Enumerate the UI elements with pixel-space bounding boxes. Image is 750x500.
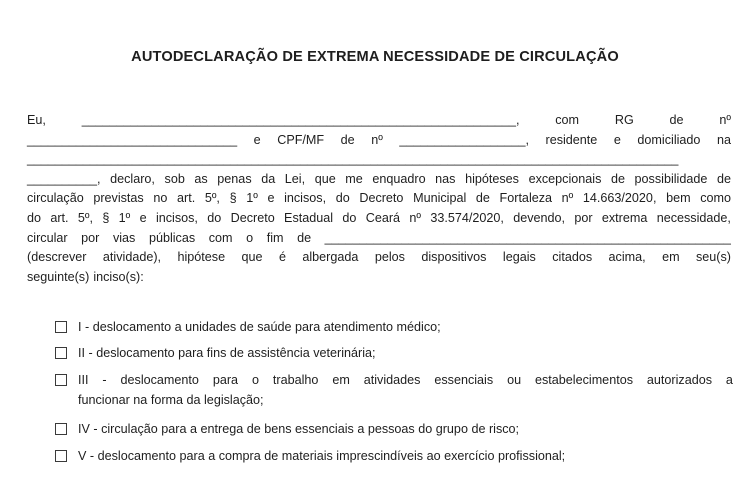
word: RG [614,113,634,127]
blank-field[interactable]: ______________________________ [27,132,238,147]
paragraph-line [27,170,731,190]
word: no [153,191,168,206]
word: essenciais [434,373,494,388]
word: CPF/MF [277,132,325,147]
word: 33.574/2020, [430,210,504,225]
word: autorizados [646,373,713,388]
word: hipóteses [465,171,519,186]
word: domiciliado [637,132,701,147]
word: nº [409,210,421,225]
word: de [610,171,625,186]
word: circulação [27,191,84,206]
checkbox-icon[interactable] [55,347,67,359]
checkbox-icon[interactable] [55,450,67,462]
word: do [27,210,42,225]
word: por [574,210,593,225]
word: e [139,210,147,225]
word: excepcionais [528,171,602,186]
word: devendo, [513,210,566,225]
word: 1º [118,210,131,225]
word: atividade), [102,250,162,265]
checkbox-icon[interactable] [55,423,67,435]
word: como [700,191,731,206]
paragraph-line [27,229,731,249]
word: (descrever [27,250,87,265]
word: incisos, [284,191,327,206]
word: Lei, [284,171,306,186]
word: residente [545,132,598,147]
word: nº [719,113,731,127]
word: deslocamento [120,373,199,388]
blank-field[interactable]: __________________, [399,132,529,147]
word: hipótese [177,250,226,265]
word: ou [507,373,522,388]
word: de [669,113,684,127]
word: penas [217,171,252,186]
paragraph-line [27,150,731,170]
word: o [251,373,259,388]
paragraph-line [27,248,731,268]
word: Eu, [27,113,46,127]
checkbox-option[interactable] [55,318,733,338]
word: Fortaleza [499,191,553,206]
word: art. [50,210,69,225]
option-label: I - deslocamento a unidades de saúde para atendimento médico; [78,320,441,334]
word: seu(s) [695,250,731,265]
word: do [335,191,350,206]
word: § [102,210,110,225]
blank-field[interactable]: ______________________________________________________________, [81,113,520,127]
word: Ceará [365,210,401,225]
word: dispositivos [421,250,487,265]
option-list [55,318,733,467]
word: bem [666,191,691,206]
word: Municipal [413,191,467,206]
word: públicas [148,230,196,245]
blank-field[interactable]: __________, [27,171,101,186]
checkbox-option[interactable] [55,447,733,467]
word: fim [266,230,284,245]
declaration-paragraph [27,111,731,287]
word: atividades [363,373,421,388]
word: sob [164,171,185,186]
word: extrema [601,210,648,225]
word: é [278,250,286,265]
word: a [725,373,733,388]
word: me [345,171,363,186]
word: as [194,171,208,186]
word: da [261,171,276,186]
checkbox-icon[interactable] [55,374,67,386]
word: nº [371,132,383,147]
word: citados [552,250,593,265]
word: em [662,250,680,265]
word: nº [561,191,574,206]
word: com [208,230,233,245]
word: - [102,373,107,388]
option-label-line [78,371,733,391]
word: possibilidade [634,171,708,186]
word: albergada [302,250,359,265]
word: 5º, [204,191,220,206]
word: declaro, [110,171,155,186]
word: previstas [93,191,144,206]
word: Decreto [359,191,404,206]
option-label: V - deslocamento para a compra de materiais imprescindíveis ao exercício profissional; [78,448,566,463]
checkbox-icon[interactable] [55,321,67,333]
word: por [81,230,100,245]
paragraph-line [27,268,731,288]
word: necessidade, [656,210,731,225]
word: o [246,230,254,245]
word: e [613,132,621,147]
word: 5º, [77,210,93,225]
word: do [342,210,357,225]
word: legais [502,250,536,265]
document-title: AUTODECLARAÇÃO DE EXTREMA NECESSIDADE DE CIRCULAÇÃO [131,49,619,65]
word: inciso(s): [93,269,144,284]
word: e [267,191,275,206]
word: circular [27,230,68,245]
paragraph-line [27,131,731,151]
word: pelos [374,250,405,265]
blank-field[interactable]: __________________________________________________________ [324,230,731,245]
checkbox-option[interactable] [55,344,733,364]
option-label: II - deslocamento para fins de assistência veterinária; [78,345,376,360]
word: que [314,171,336,186]
word: incisos, [155,210,198,225]
word: com [555,113,580,127]
word: de [297,230,312,245]
word: em [332,373,350,388]
word: que [241,250,263,265]
paragraph-line [27,209,731,229]
word: III [78,373,89,388]
paragraph-line [27,189,731,209]
blank-field[interactable]: _____________________________________________________________________________________________ [27,152,679,167]
word: e [253,132,261,147]
paragraph-line [27,111,731,131]
word: seguinte(s) [27,269,90,284]
word: de [340,132,355,147]
option-label: funcionar na forma da legislação; [78,392,264,407]
word: Estadual [284,210,334,225]
checkbox-option[interactable] [55,371,733,410]
word: de [716,171,731,186]
word: vias [112,230,136,245]
word: para [212,373,239,388]
word: nas [435,171,456,186]
word: art. [177,191,196,206]
word: acima, [608,250,646,265]
checkbox-option[interactable] [55,420,733,440]
option-label: IV - circulação para a entrega de bens essenciais a pessoas do grupo de risco; [78,422,520,437]
word: 1º [246,191,258,206]
word: trabalho [272,373,319,388]
word: enquadro [372,171,426,186]
word: § [229,191,237,206]
word: Decreto [230,210,275,225]
word: na [716,132,731,147]
word: de [475,191,490,206]
word: estabelecimentos [534,373,633,388]
word: 14.663/2020, [582,191,657,206]
word: do [207,210,222,225]
